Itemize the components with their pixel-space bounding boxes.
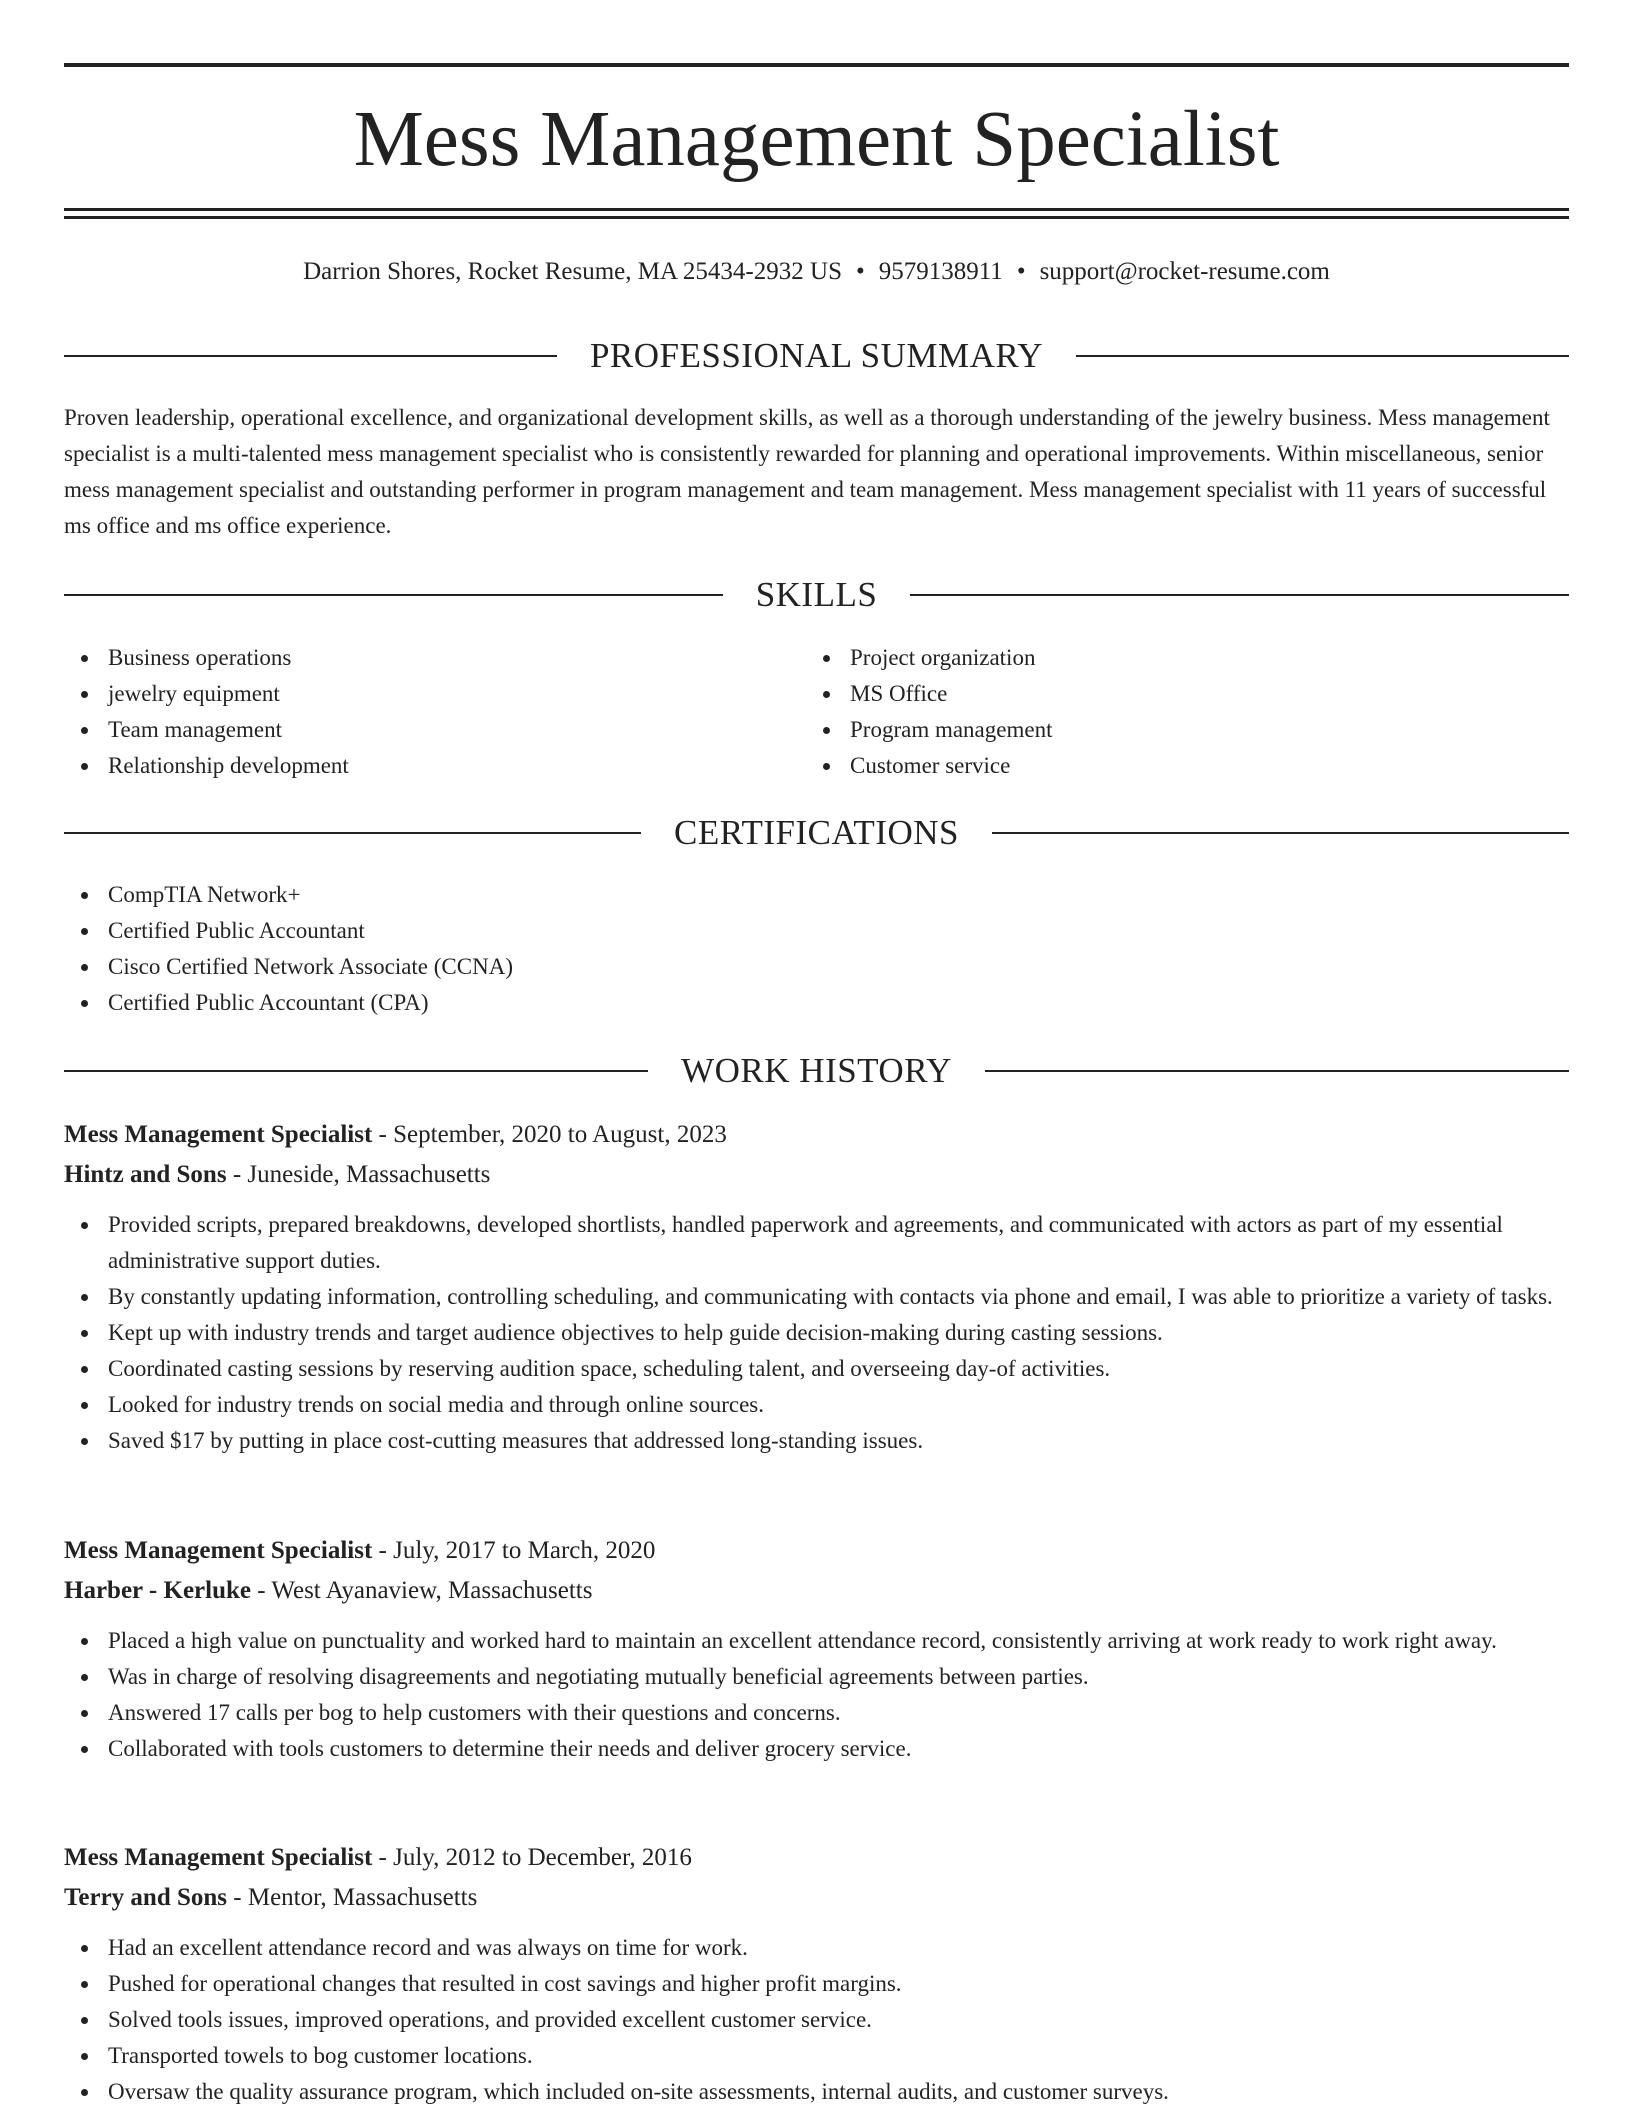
skill-item: jewelry equipment	[108, 676, 349, 712]
job-bullet: Coordinated casting sessions by reserving audition space, scheduling talent, and overseeing day-of activities.	[108, 1351, 1569, 1387]
job-title-line	[64, 1115, 1569, 1155]
skill-item: Customer service	[850, 748, 1052, 784]
section-title: SKILLS	[755, 575, 878, 614]
skill-item: Team management	[108, 712, 349, 748]
job-title: Mess Management Specialist	[64, 1844, 373, 1871]
certifications-list	[64, 877, 513, 1021]
job-dates: - July, 2012 to December, 2016	[378, 1844, 692, 1871]
skills-column-left	[64, 640, 349, 784]
certification-item: Cisco Certified Network Associate (CCNA)	[108, 949, 513, 985]
job-company: Terry and Sons	[64, 1884, 228, 1911]
job-bullet: Transported towels to bog customer locations.	[108, 2038, 1569, 2074]
resume-title: Mess Management Specialist	[353, 96, 1280, 183]
contact-separator: •	[855, 258, 865, 285]
title-rule-lower	[64, 216, 1569, 219]
job-bullet: Was in charge of resolving disagreements and negotiating mutually beneficial agreements between parties.	[108, 1659, 1569, 1695]
certification-item: CompTIA Network+	[108, 877, 513, 913]
job-company-line	[64, 1878, 1569, 1918]
job-bullets	[64, 1623, 1569, 1767]
job-bullet: Placed a high value on punctuality and worked hard to maintain an excellent attendance record, consistently arriving at work ready to work right away.	[108, 1623, 1569, 1659]
job-bullet: Looked for industry trends on social media and through online sources.	[108, 1387, 1569, 1423]
skill-item: MS Office	[850, 676, 1052, 712]
job-bullets	[64, 1930, 1569, 2110]
job-company: Hintz and Sons	[64, 1161, 227, 1188]
section-header-work-history	[64, 1049, 1569, 1093]
job-entry	[64, 1838, 1569, 2110]
section-rule	[985, 1070, 1569, 1072]
section-rule	[992, 832, 1569, 834]
job-bullet: Had an excellent attendance record and was always on time for work.	[108, 1930, 1569, 1966]
section-rule	[64, 594, 723, 596]
top-rule	[64, 63, 1569, 67]
summary-text: Proven leadership, operational excellence, and organizational development skills, as well as a thorough understanding of the jewelry business. Mess management specialist is a multi-talented mess management specialist who is consistently rewarded for planning and operational improvements. Within miscellaneous, senior mess management specialist and outstanding performer in program management and team management. Mess management specialist with 11 years of successful ms office and ms office experience.	[64, 405, 1550, 538]
job-company-line	[64, 1155, 1569, 1195]
title-rule-upper	[64, 208, 1569, 211]
certification-item: Certified Public Accountant	[108, 913, 513, 949]
section-header-skills	[64, 573, 1569, 617]
job-company-line	[64, 1571, 1569, 1611]
job-entry	[64, 1531, 1569, 1767]
section-rule	[1076, 355, 1569, 357]
section-header-certifications	[64, 811, 1569, 855]
job-bullet: Saved $17 by putting in place cost-cutting measures that addressed long-standing issues.	[108, 1423, 1569, 1459]
section-title: PROFESSIONAL SUMMARY	[589, 336, 1044, 375]
job-entry	[64, 1115, 1569, 1459]
section-rule	[910, 594, 1569, 596]
job-bullet: By constantly updating information, controlling scheduling, and communicating with contacts via phone and email, I was able to prioritize a variety of tasks.	[108, 1279, 1569, 1315]
job-bullet: Pushed for operational changes that resulted in cost savings and higher profit margins.	[108, 1966, 1569, 2002]
job-location: - West Ayanaview, Massachusetts	[257, 1577, 593, 1604]
job-title: Mess Management Specialist	[64, 1121, 373, 1148]
job-dates: - September, 2020 to August, 2023	[378, 1121, 727, 1148]
contact-email: support@rocket-resume.com	[1039, 258, 1330, 285]
skill-item: Program management	[850, 712, 1052, 748]
job-title-line	[64, 1531, 1569, 1571]
certifications-block	[64, 877, 513, 1021]
job-bullet: Oversaw the quality assurance program, which included on-site assessments, internal audits, and customer surveys.	[108, 2074, 1569, 2110]
contact-separator: •	[1016, 258, 1026, 285]
contact-line	[64, 256, 1569, 288]
section-rule	[64, 1070, 648, 1072]
job-bullet: Provided scripts, prepared breakdowns, developed shortlists, handled paperwork and agreements, and communicated with actors as part of my essential administrative support duties.	[108, 1207, 1569, 1279]
job-bullet: Answered 17 calls per bog to help customers with their questions and concerns.	[108, 1695, 1569, 1731]
skill-item: Relationship development	[108, 748, 349, 784]
job-location: - Juneside, Massachusetts	[232, 1161, 491, 1188]
job-bullets	[64, 1207, 1569, 1459]
section-rule	[64, 832, 641, 834]
job-bullet: Kept up with industry trends and target audience objectives to help guide decision-making during casting sessions.	[108, 1315, 1569, 1351]
section-title: CERTIFICATIONS	[674, 813, 959, 852]
job-title: Mess Management Specialist	[64, 1537, 373, 1564]
skills-column-right	[806, 640, 1052, 784]
job-title-line	[64, 1838, 1569, 1878]
contact-phone: 9579138911	[878, 258, 1003, 285]
job-dates: - July, 2017 to March, 2020	[378, 1537, 656, 1564]
section-header-summary	[64, 334, 1569, 378]
skills-list	[64, 640, 349, 784]
section-rule	[64, 355, 557, 357]
job-bullet: Solved tools issues, improved operations, and provided excellent customer service.	[108, 2002, 1569, 2038]
contact-address: Darrion Shores, Rocket Resume, MA 25434-2932 US	[303, 258, 842, 285]
skills-list	[806, 640, 1052, 784]
skill-item: Project organization	[850, 640, 1052, 676]
section-title: WORK HISTORY	[681, 1051, 952, 1090]
job-location: - Mentor, Massachusetts	[233, 1884, 478, 1911]
job-company: Harber - Kerluke	[64, 1577, 251, 1604]
skill-item: Business operations	[108, 640, 349, 676]
job-bullet: Collaborated with tools customers to determine their needs and deliver grocery service.	[108, 1731, 1569, 1767]
certification-item: Certified Public Accountant (CPA)	[108, 985, 513, 1021]
